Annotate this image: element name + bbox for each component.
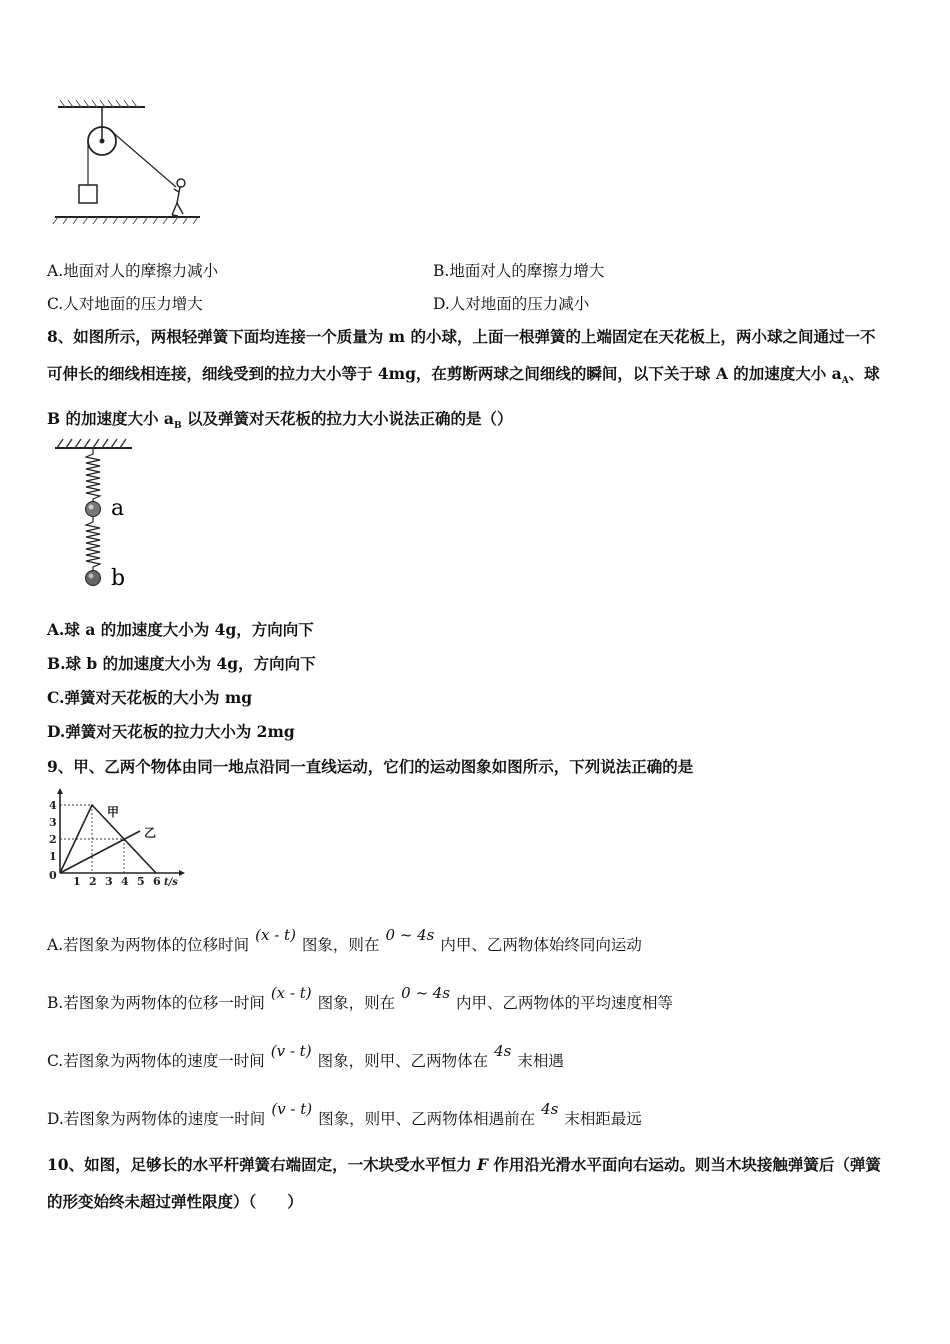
x-tick-1: 1 (73, 875, 81, 888)
x-tick-6: 6 (153, 875, 161, 888)
fig-label-b: b (111, 566, 126, 591)
q8-stem-line1: 8、如图所示，两根轻弹簧下面均连接一个质量为 m 的小球，上面一根弹簧的上端固定在天花板上，两小球之间通过一不 (47, 327, 876, 346)
q10-stem-line2: 的形变始终未超过弹性限度）（ ） (47, 1192, 303, 1211)
q8-stem (47, 318, 917, 445)
q8-option-d: D.弹簧对天花板的拉力大小为 2mg (47, 722, 295, 741)
q8-option-c: C.弹簧对天花板的大小为 mg (47, 688, 253, 707)
q7-option-d: D.人对地面的压力减小 (433, 295, 590, 313)
motion-graph (40, 785, 190, 890)
q7-option-a: A.地面对人的摩擦力减小 (47, 262, 219, 280)
q9-option-a: A.若图象为两物体的位移时间(x - t)图象，则在0 ~ 4s内甲、乙两物体始终同向运动 (47, 926, 642, 954)
x-tick-4: 4 (121, 875, 129, 888)
x-tick-2: 2 (89, 875, 97, 888)
series-yi-line (60, 831, 140, 873)
label-yi: 乙 (144, 826, 157, 840)
x-axis-unit: t/s (164, 877, 178, 888)
q9-option-d: D.若图象为两物体的速度一时间(v - t)图象，则甲、乙两物体相遇前在4s末相距最远 (47, 1100, 642, 1128)
y-tick-1: 1 (49, 850, 57, 863)
spring-figure (50, 432, 160, 592)
q8-option-b: B.球 b 的加速度大小为 4g，方向向下 (47, 654, 316, 673)
q10-stem (47, 1146, 917, 1220)
q9-option-b: B.若图象为两物体的位移一时间(x - t)图象，则在0 ~ 4s内甲、乙两物体的平均速度相等 (47, 984, 674, 1012)
y-tick-3: 3 (49, 816, 57, 829)
q9-option-c: C.若图象为两物体的速度一时间(v - t)图象，则甲、乙两物体在4s末相遇 (47, 1042, 564, 1070)
origin-label: 0 (49, 869, 57, 882)
pulley-figure (50, 95, 210, 230)
y-tick-2: 2 (49, 833, 57, 846)
q10-stem-line1: 10、如图，足够长的水平杆弹簧右端固定，一木块受水平恒力 F 作用沿光滑水平面向右运动。则当木块接触弹簧后（弹簧 (47, 1155, 881, 1174)
q9-stem: 9、甲、乙两个物体由同一地点沿同一直线运动，它们的运动图象如图所示，下列说法正确的是 (47, 757, 694, 776)
label-jia: 甲 (107, 805, 120, 819)
fig-label-a: a (111, 496, 125, 521)
q8-stem-line3: B 的加速度大小 $a_B$ 以及弹簧对天花板的拉力大小说法正确的是（） (47, 409, 513, 432)
q7-option-b: B.地面对人的摩擦力增大 (433, 262, 605, 280)
x-tick-5: 5 (137, 875, 145, 888)
y-tick-4: 4 (49, 799, 57, 812)
x-tick-3: 3 (105, 875, 113, 888)
q8-stem-line2: 可伸长的细线相连接，细线受到的拉力大小等于 4mg，在剪断两球之间细线的瞬间，以下关于球 A 的加速度大小 $a_A$、球 (47, 364, 880, 387)
q8-option-a: A.球 a 的加速度大小为 4g，方向向下 (47, 620, 314, 639)
q7-option-c: C.人对地面的压力增大 (47, 295, 203, 313)
